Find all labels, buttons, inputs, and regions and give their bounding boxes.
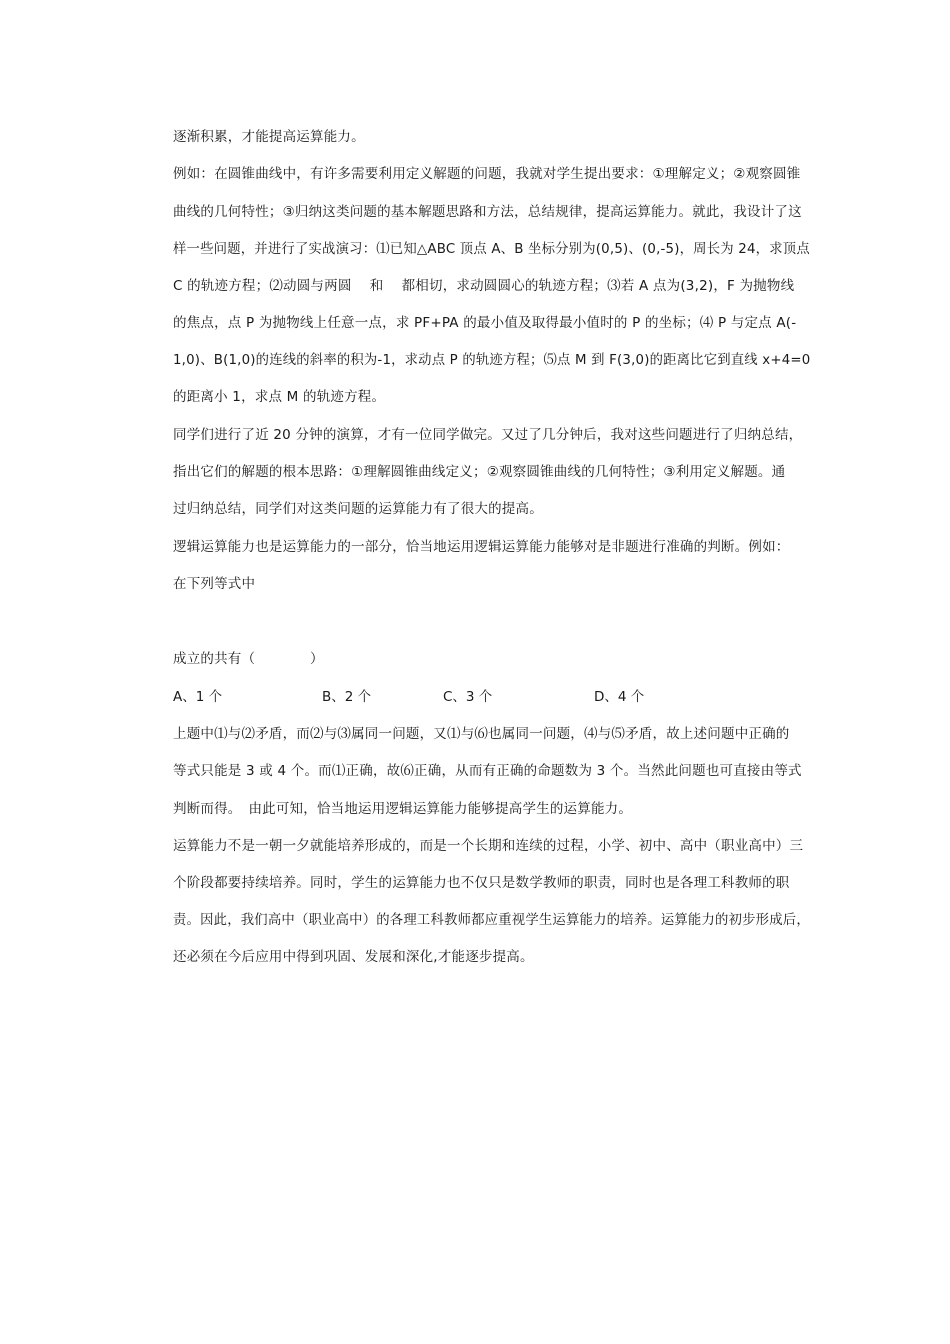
text-line: 还必须在今后应用中得到巩固、发展和深化,才能逐步提高。 xyxy=(173,949,534,965)
text-line: 判断而得。 由此可知，恰当地运用逻辑运算能力能够提高学生的运算能力。 xyxy=(173,801,633,817)
text-line: 责。因此，我们高中（职业高中）的各理工科教师都应重视学生运算能力的培养。运算能力的初步形成后， xyxy=(173,912,810,928)
text-line: 1,0)、B(1,0)的连线的斜率的积为-1，求动点 P 的轨迹方程；⑸点 M 到 F(3,0)的距离比它到直线 x+4=0 xyxy=(173,352,811,368)
option-d: D、4 个 xyxy=(594,689,645,705)
option-a: A、1 个 xyxy=(173,689,223,705)
text-line: 例如：在圆锥曲线中，有许多需要利用定义解题的问题，我就对学生提出要求：①理解定义；②观察圆锥 xyxy=(173,166,801,182)
option-c: C、3 个 xyxy=(443,689,493,705)
text-line: 上题中⑴与⑵矛盾，而⑵与⑶属同一问题，又⑴与⑹也属同一问题，⑷与⑸矛盾，故上述问题中正确的 xyxy=(173,726,790,742)
option-b: B、2 个 xyxy=(322,689,372,705)
text-line: C 的轨迹方程；⑵动圆与两圆 和 都相切，求动圆圆心的轨迹方程；⑶若 A 点为(3,2)，F 为抛物线 xyxy=(173,278,795,294)
text-line: 逻辑运算能力也是运算能力的一部分，恰当地运用逻辑运算能力能够对是非题进行准确的判断。例如： xyxy=(173,539,790,555)
text-line: 的距离小 1，求点 M 的轨迹方程。 xyxy=(173,389,386,405)
text-line: 运算能力不是一朝一夕就能培养形成的，而是一个长期和连续的过程，小学、初中、高中（职业高中）三 xyxy=(173,838,804,854)
text-line: 过归纳总结，同学们对这类问题的运算能力有了很大的提高。 xyxy=(173,501,543,517)
question-stem: 成立的共有（ ） xyxy=(173,651,324,667)
text-line: 逐渐积累，才能提高运算能力。 xyxy=(173,129,365,145)
text-line: 同学们进行了近 20 分钟的演算，才有一位同学做完。又过了几分钟后，我对这些问题进行了归纳总结， xyxy=(173,427,803,443)
text-line: 曲线的几何特性；③归纳这类问题的基本解题思路和方法，总结规律，提高运算能力。就此，我设计了这 xyxy=(173,204,802,220)
text-line: 样一些问题，并进行了实战演习：⑴已知△ABC 顶点 A、B 坐标分别为(0,5)、(0,-5)，周长为 24，求顶点 xyxy=(173,241,810,257)
text-line: 等式只能是 3 或 4 个。而⑴正确，故⑹正确，从而有正确的命题数为 3 个。当然此问题也可直接由等式 xyxy=(173,763,802,779)
text-line: 的焦点，点 P 为抛物线上任意一点，求 PF+PA 的最小值及取得最小值时的 P 的坐标；⑷ P 与定点 A(- xyxy=(173,315,797,331)
text-line: 在下列等式中 xyxy=(173,576,256,592)
text-line: 个阶段都要持续培养。同时，学生的运算能力也不仅只是数学教师的职责，同时也是各理工科教师的职 xyxy=(173,875,790,891)
text-line: 指出它们的解题的根本思路：①理解圆锥曲线定义；②观察圆锥曲线的几何特性；③利用定义解题。通 xyxy=(173,464,786,480)
